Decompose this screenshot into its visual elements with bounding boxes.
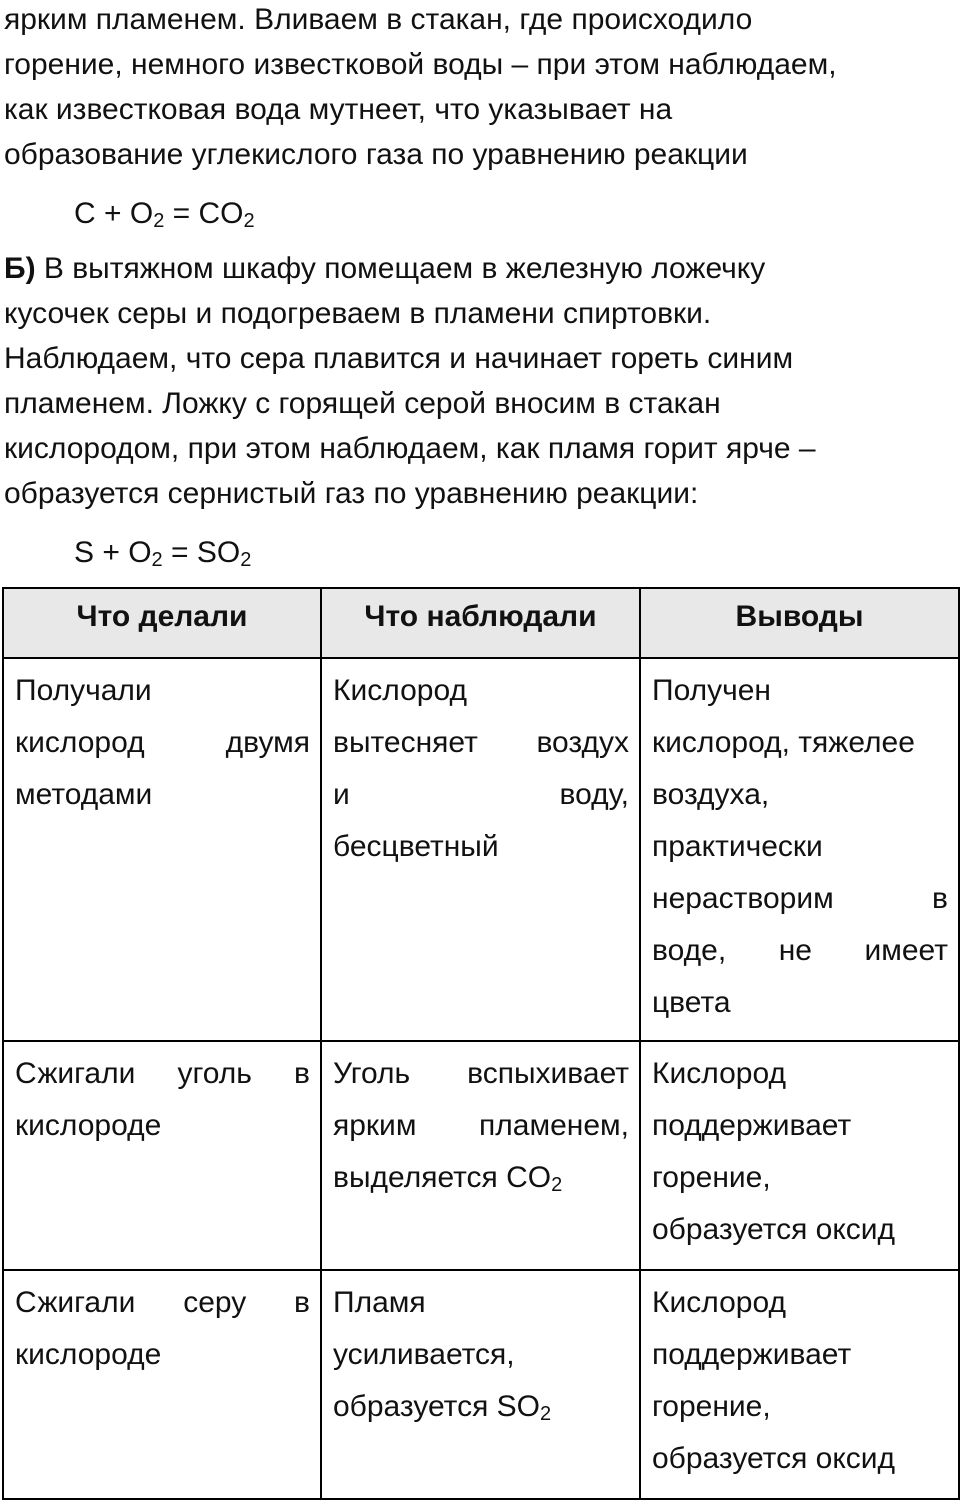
header-what-done: Что делали: [3, 588, 321, 658]
subscript: 2: [243, 210, 255, 232]
equation-right: = SO: [162, 536, 241, 569]
paragraph-line: ярким пламенем. Вливаем в стакан, где происходило: [4, 3, 753, 36]
equation-left: C + O: [74, 197, 154, 230]
cell-conclusions: [640, 658, 959, 1041]
subscript: 2: [540, 1403, 552, 1425]
header-what-observed: Что наблюдали: [321, 588, 640, 658]
cell-what-observed: [321, 1270, 640, 1499]
subscript: 2: [153, 210, 165, 232]
cell-line: ярким пламенем,: [333, 1109, 629, 1142]
cell-line: цвета: [652, 986, 731, 1019]
cell-line: нерастворим в: [652, 882, 948, 915]
cell-line: [333, 1381, 629, 1433]
paragraph-line: пламенем. Ложку с горящей серой вносим в стакан: [4, 387, 721, 420]
paragraph-a: [4, 0, 954, 177]
cell-line: методами: [15, 778, 153, 811]
table-row: [3, 658, 959, 1041]
cell-line: практически: [652, 830, 823, 863]
section-marker: Б): [4, 252, 36, 285]
equation-carbon: [74, 194, 255, 234]
results-table: [2, 587, 960, 1500]
paragraph-b: [4, 246, 954, 516]
cell-conclusions: [640, 1270, 959, 1499]
cell-line: Сжигали уголь в: [15, 1057, 310, 1090]
cell-line: Сжигали серу в: [15, 1286, 310, 1319]
cell-line: горение,: [652, 1390, 771, 1423]
cell-line: Получали: [15, 674, 152, 707]
cell-line: образуется оксид: [652, 1213, 896, 1246]
cell-what-observed: [321, 658, 640, 1041]
cell-line-text: выделяется CO: [333, 1161, 552, 1194]
paragraph-line: кислородом, при этом наблюдаем, как пламя горит ярче –: [4, 432, 816, 465]
cell-line: образуется оксид: [652, 1442, 896, 1475]
subscript: 2: [551, 1174, 563, 1196]
paragraph-line: как известковая вода мутнеет, что указывает на: [4, 93, 673, 126]
equation-sulfur: [74, 533, 251, 573]
cell-line: Получен: [652, 674, 771, 707]
cell-line: [333, 1152, 629, 1204]
cell-line: кислород двумя: [15, 726, 310, 759]
cell-line: поддерживает: [652, 1109, 852, 1142]
cell-line: воздуха,: [652, 778, 770, 811]
paragraph-line: горение, немного известковой воды – при этом наблюдаем,: [4, 48, 837, 81]
paragraph-line: Наблюдаем, что сера плавится и начинает гореть синим: [4, 342, 794, 375]
cell-line: Пламя: [333, 1286, 426, 1319]
table-row: [3, 1270, 959, 1499]
cell-line: кислороде: [15, 1109, 162, 1142]
cell-line: воде, не имеет: [652, 934, 948, 967]
cell-what-observed: [321, 1041, 640, 1270]
cell-line-text: образуется SO: [333, 1390, 540, 1423]
header-conclusions: Выводы: [640, 588, 959, 658]
cell-conclusions: [640, 1041, 959, 1270]
cell-what-done: [3, 658, 321, 1041]
subscript: 2: [151, 549, 163, 571]
cell-line: усиливается,: [333, 1338, 515, 1371]
equation-left: S + O: [74, 536, 152, 569]
paragraph-line: [4, 246, 954, 291]
cell-line: кислороде: [15, 1338, 162, 1371]
cell-line: Кислород: [652, 1286, 786, 1319]
cell-line: Уголь вспыхивает: [333, 1057, 629, 1090]
cell-line: бесцветный: [333, 830, 499, 863]
cell-line: кислород, тяжелее: [652, 726, 915, 759]
table-row: [3, 1041, 959, 1270]
cell-line: Кислород: [333, 674, 467, 707]
cell-what-done: [3, 1270, 321, 1499]
paragraph-line: образуется сернистый газ по уравнению реакции:: [4, 477, 699, 510]
paragraph-line: образование углекислого газа по уравнению реакции: [4, 138, 748, 171]
cell-line: Кислород: [652, 1057, 786, 1090]
cell-line: горение,: [652, 1161, 771, 1194]
cell-what-done: [3, 1041, 321, 1270]
cell-line: и воду,: [333, 778, 629, 811]
paragraph-line: кусочек серы и подогреваем в пламени спиртовки.: [4, 297, 712, 330]
cell-line: поддерживает: [652, 1338, 852, 1371]
cell-line: вытесняет воздух: [333, 726, 629, 759]
subscript: 2: [240, 549, 252, 571]
table-header-row: [3, 588, 959, 658]
equation-right: = CO: [164, 197, 244, 230]
paragraph-line-text: В вытяжном шкафу помещаем в железную ложечку: [35, 252, 766, 285]
